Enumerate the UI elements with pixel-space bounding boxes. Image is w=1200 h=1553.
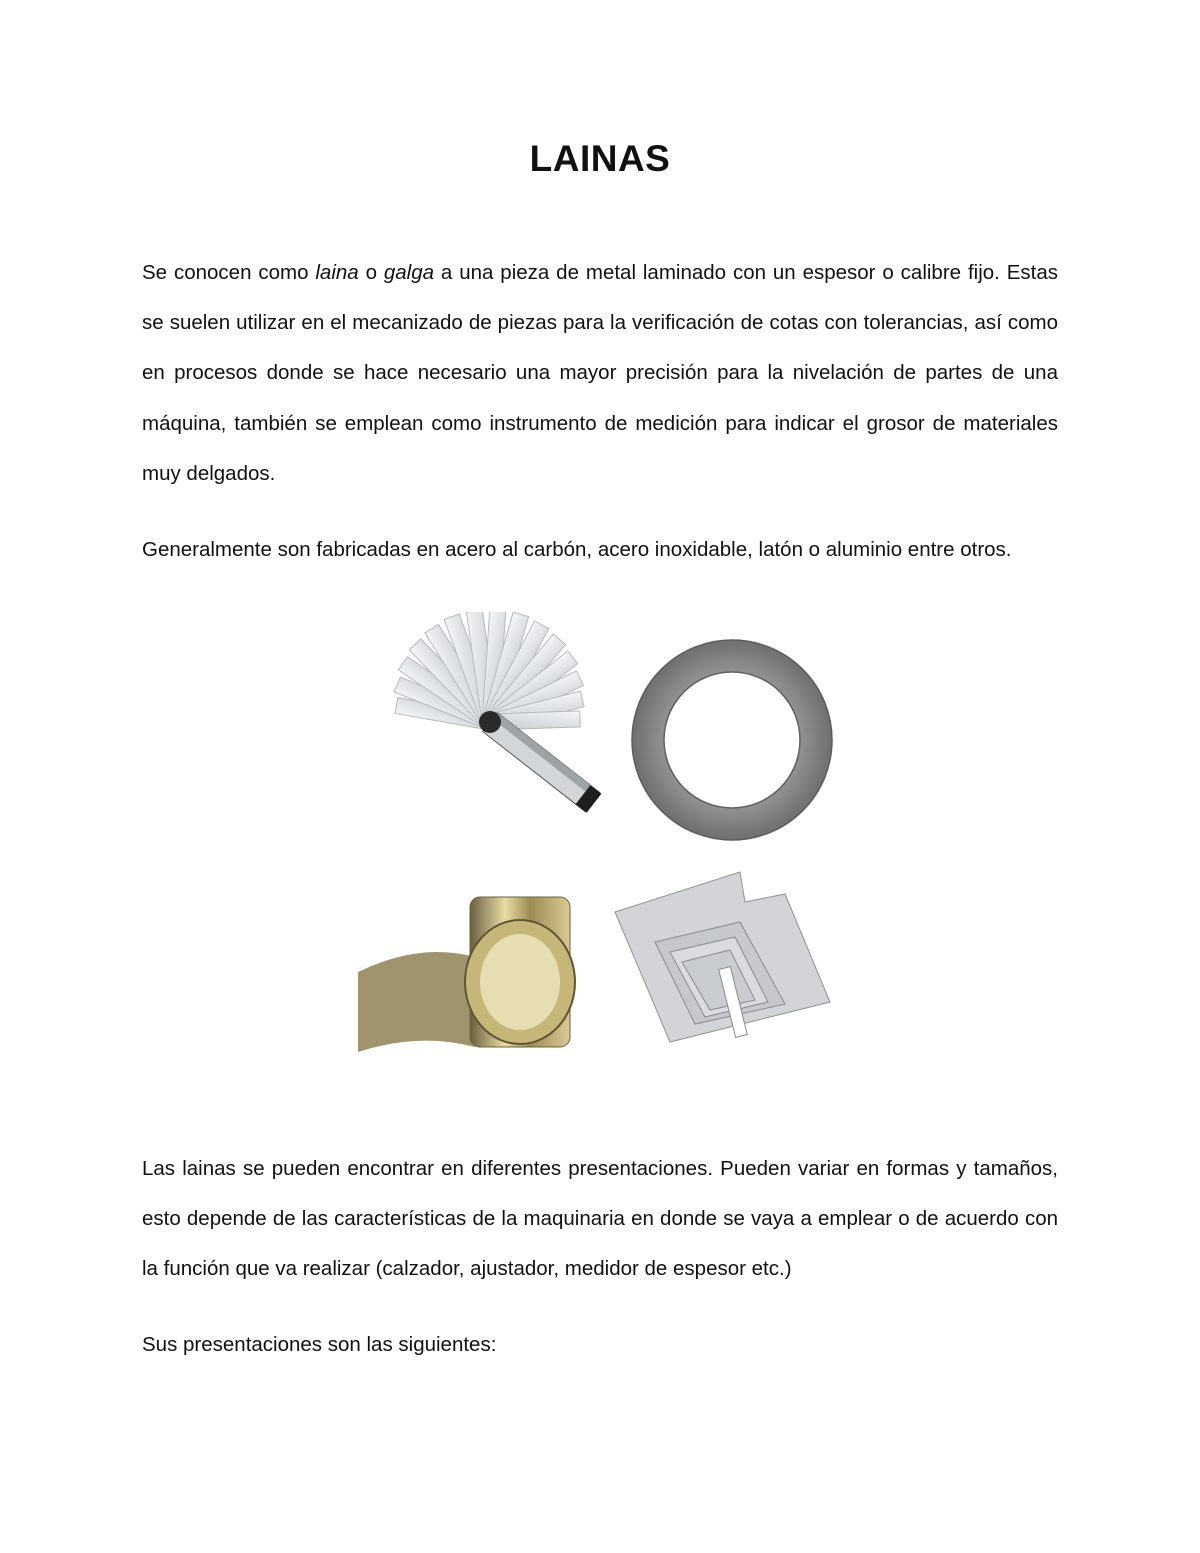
term-laina: laina [315, 261, 359, 284]
shims-figure [300, 612, 845, 1062]
intro-text-2: o [358, 261, 384, 284]
term-galga: galga [383, 261, 435, 284]
materials-paragraph: Generalmente son fabricadas en acero al carbón, acero inoxidable, latón o aluminio entre otros. [142, 538, 1012, 561]
brass-shim-roll-icon [358, 897, 575, 1052]
shims-illustration [300, 612, 845, 1062]
page-title: LAINAS [529, 138, 671, 179]
feeler-gauge-icon [394, 612, 601, 813]
slotted-shims-icon [615, 872, 830, 1042]
intro-text-3: a una pieza de metal laminado con un espesor o calibre fijo. Estas se suelen utilizar en el mecanizado de piezas para la verificación de cotas con tolerancias, así como en procesos donde se hace necesario una mayor precisión para la nivelación de partes de una máquina, también se emplean como instrumento de medición para indicar el grosor de materiales muy delgados. [142, 261, 1059, 485]
intro-paragraph [142, 248, 1058, 499]
ring-shim-icon [632, 640, 832, 840]
list-intro-paragraph: Sus presentaciones son las siguientes: [142, 1333, 497, 1356]
intro-text-1: Se conocen como [142, 261, 316, 284]
presentations-paragraph: Las lainas se pueden encontrar en diferentes presentaciones. Pueden variar en formas y tamaños, esto depende de las características de la maquinaria en donde se vaya a emplear o de acuerdo con la función que va realizar (calzador, ajustador, medidor de espesor etc.) [142, 1157, 1058, 1281]
